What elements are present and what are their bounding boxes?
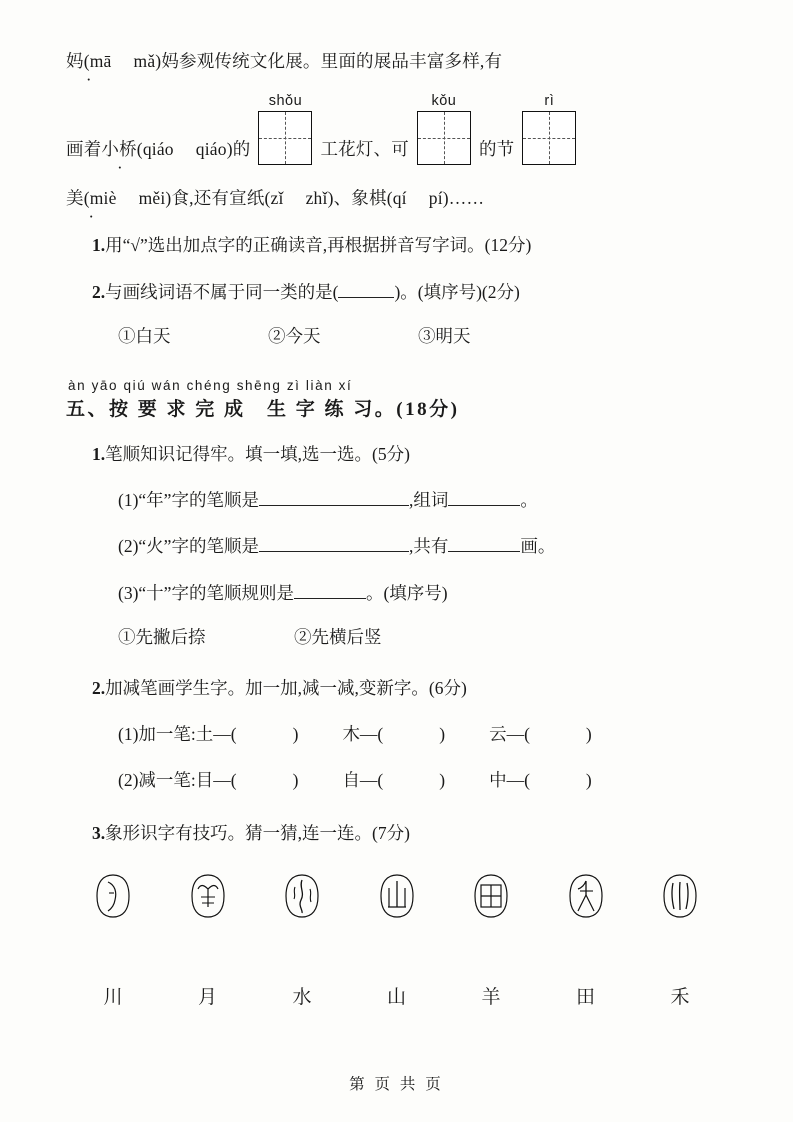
option-1[interactable]: ①白天 <box>118 325 171 346</box>
paren-close-4: ) <box>292 770 299 791</box>
tianzi-grid-1[interactable] <box>258 111 312 165</box>
sub2-row-2-label: (2)减一笔: <box>118 770 196 791</box>
answer-blank-stroke-order-nian[interactable] <box>259 505 409 506</box>
section-five-title: 五、按 要 求 完 成 生 字 练 习。(18分) <box>66 398 460 420</box>
tianzi-box-1[interactable] <box>258 93 312 165</box>
sub1-option-2[interactable]: ②先横后竖 <box>294 626 382 647</box>
sub1-item-3-text-b: 。(填序号) <box>365 582 448 603</box>
passage-line-2-part-a <box>66 136 250 165</box>
passage-line-2-part-d: 的节 <box>478 139 515 159</box>
sub2-row-1 <box>66 721 727 747</box>
sub1-item-2-label: (2) <box>118 536 139 557</box>
sub-question-1-number: 1. <box>92 443 106 464</box>
pictograph-sheep-icon <box>188 873 228 919</box>
passage-line-1-part-b: mǎ)妈参观传统文化展。里面的展品丰富多样,有 <box>133 51 503 71</box>
answer-blank-q2[interactable] <box>338 297 394 298</box>
section-five <box>66 378 727 421</box>
grid-hline <box>418 138 470 139</box>
dotted-char-qiao <box>66 136 174 163</box>
answer-blank-rule-shi[interactable] <box>294 598 366 599</box>
pictograph-field[interactable] <box>468 872 514 920</box>
sub2-row-2-item-3: 中—( <box>489 770 530 791</box>
paren-close-2: ) <box>439 724 446 744</box>
pictograph-row <box>66 872 727 920</box>
sub1-item-2-text: “火”字的笔顺是 <box>138 536 259 557</box>
sub1-item-2-text-c: 画。 <box>520 536 556 557</box>
char-tian[interactable]: 田 <box>575 986 595 1008</box>
pictograph-mountain[interactable] <box>374 872 420 920</box>
dotted-char-mei <box>66 185 117 212</box>
pictograph-river-icon <box>660 873 700 919</box>
option-2[interactable]: ②今天 <box>268 325 321 346</box>
question-2-number: 2. <box>92 281 106 302</box>
passage-line-1 <box>66 48 727 75</box>
sub1-option-1[interactable]: ①先撇后捺 <box>118 626 206 647</box>
question-1-number: 1. <box>92 235 106 256</box>
char-yang[interactable]: 羊 <box>481 986 501 1008</box>
pictograph-person-grain-icon <box>566 873 606 919</box>
char-yue[interactable]: 月 <box>197 986 217 1008</box>
paren-close-6: ) <box>585 770 592 791</box>
passage-line-2-text-b: qiáo)的 <box>195 139 251 159</box>
tianzi-grid-3[interactable] <box>522 111 576 165</box>
passage-line-2 <box>66 93 727 165</box>
option-3[interactable]: ③明天 <box>418 325 471 346</box>
sub1-item-1 <box>66 487 727 513</box>
passage-line-2-text-a: 画着小桥(qiáo <box>66 139 174 159</box>
sub2-row-2-item-2: 自—( <box>342 770 384 791</box>
passage-line-1-part-a: 妈(mā <box>66 51 112 71</box>
question-1 <box>66 232 727 258</box>
grid-hline <box>523 138 575 139</box>
dotted-char-ma <box>66 48 112 75</box>
passage-line-2-part-c: 工花灯、可 <box>320 139 409 159</box>
sub1-item-2-text-b: ,共有 <box>408 536 449 557</box>
character-row <box>66 982 727 1009</box>
sub-question-3 <box>66 820 727 846</box>
pictograph-river[interactable] <box>657 872 703 920</box>
grid-hline <box>259 138 311 139</box>
answer-blank-stroke-order-huo[interactable] <box>259 551 409 552</box>
sub2-row-1-item-3: 云—( <box>489 724 530 744</box>
passage-line-3-part-d: pí)…… <box>428 188 485 209</box>
passage-line-3-part-a: 美(miè <box>66 188 117 209</box>
pictograph-water[interactable] <box>279 872 325 920</box>
char-he[interactable]: 禾 <box>670 986 690 1008</box>
sub-question-2-number: 2. <box>92 677 106 698</box>
section-five-pinyin: àn yāo qiú wán chéng shēng zì liàn xí <box>68 377 353 393</box>
sub2-row-1-label: (1)加一笔: <box>118 724 196 744</box>
pictograph-sheep[interactable] <box>185 872 231 920</box>
sub-question-3-number: 3. <box>92 822 106 843</box>
tianzi-grid-2[interactable] <box>417 111 471 165</box>
pictograph-mountain-icon <box>377 873 417 919</box>
sub-question-2-title: 加减笔画学生字。加一加,减一减,变新字。(6分) <box>105 677 467 698</box>
question-2 <box>66 279 727 305</box>
sub1-item-3-text: “十”字的笔顺规则是 <box>138 582 294 603</box>
sub1-item-2 <box>66 533 727 559</box>
tianzi-pinyin-3: rì <box>544 93 555 110</box>
tianzi-box-3[interactable] <box>522 93 576 165</box>
question-2-text-tail: )。(填序号)(2分) <box>394 281 520 302</box>
sub1-options <box>66 624 727 649</box>
sub-question-3-title: 象形识字有技巧。猜一猜,连一连。(7分) <box>105 822 410 843</box>
tianzi-pinyin-2: kǒu <box>431 93 457 110</box>
paren-close-5: ) <box>439 770 446 791</box>
answer-blank-word-nian[interactable] <box>448 505 520 506</box>
paren-close-1: ) <box>292 724 299 744</box>
tianzi-box-2[interactable] <box>417 93 471 165</box>
sub2-row-1-item-1: 土—( <box>195 724 237 744</box>
question-2-text: 与画线词语不属于同一类的是( <box>105 281 339 302</box>
pictograph-water-icon <box>282 873 322 919</box>
char-shui[interactable]: 水 <box>292 986 312 1008</box>
sub1-item-1-label: (1) <box>118 490 139 510</box>
question-1-text: 用“√”选出加点字的正确读音,再根据拼音写字词。(12分) <box>105 235 532 256</box>
question-2-options <box>66 323 727 348</box>
sub-question-2 <box>66 675 727 701</box>
sub2-row-2 <box>66 767 727 793</box>
sub1-item-1-text-b: ,组词 <box>408 490 449 510</box>
answer-blank-count-huo[interactable] <box>448 551 520 552</box>
passage-line-3 <box>66 185 727 212</box>
char-chuan[interactable]: 川 <box>103 986 123 1008</box>
sub1-item-1-text: “年”字的笔顺是 <box>138 490 259 510</box>
tianzi-pinyin-1: shǒu <box>268 93 303 110</box>
paren-close-3: ) <box>585 724 592 744</box>
page-footer: 第 页 共 页 <box>349 1076 444 1093</box>
sub-question-1-title: 笔顺知识记得牢。填一填,选一选。(5分) <box>105 443 410 464</box>
sub1-item-1-text-c: 。 <box>520 490 538 510</box>
pictograph-field-icon <box>471 873 511 919</box>
pictograph-moon-icon <box>93 873 133 919</box>
passage-line-3-part-c: zhǐ)、象棋(qí <box>305 188 407 209</box>
sub-question-1 <box>66 441 727 467</box>
sub1-item-3-label: (3) <box>118 582 139 603</box>
sub2-row-1-item-2: 木—( <box>342 724 384 744</box>
sub2-row-2-item-1: 目—( <box>195 770 237 791</box>
pictograph-moon[interactable] <box>90 872 136 920</box>
pictograph-person-grain[interactable] <box>563 872 609 920</box>
passage-line-3-part-b: měi)食,还有宣纸(zǐ <box>138 188 284 209</box>
char-shan[interactable]: 山 <box>386 986 406 1008</box>
sub1-item-3 <box>66 580 727 606</box>
